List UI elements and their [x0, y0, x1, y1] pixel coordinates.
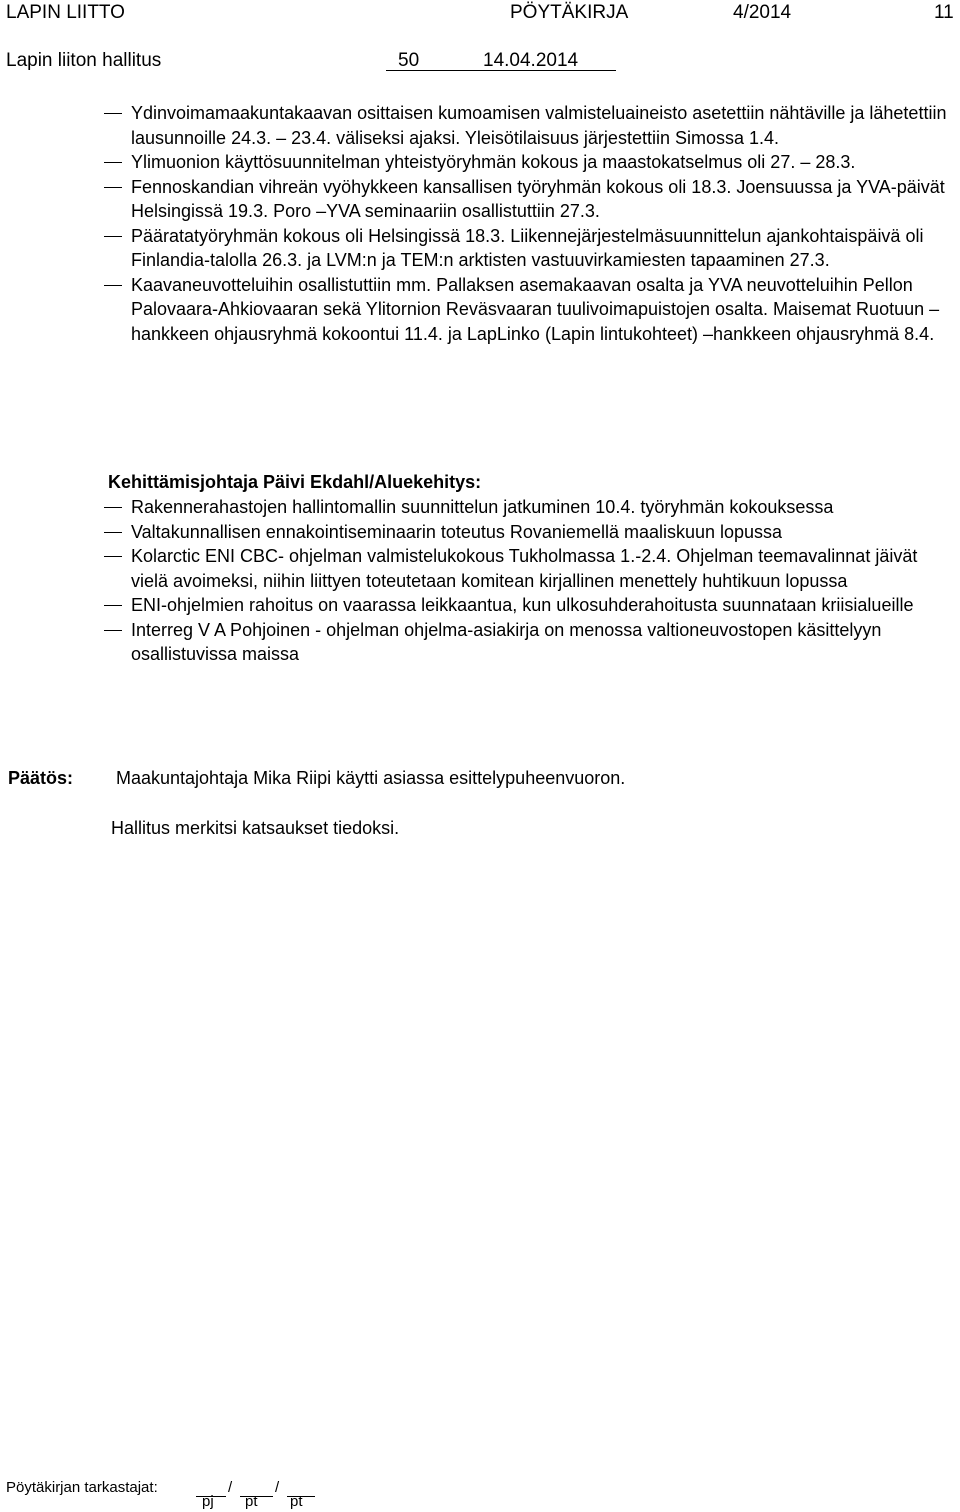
decision-text: Maakuntajohtaja Mika Riipi käytti asiassa esittelypuheenvuoron. — [116, 768, 626, 788]
list-item: ENI-ohjelmien rahoitus on vaarassa leikkaantua, kun ulkosuhderahoitusta suunnataan kriisialueille — [104, 593, 954, 618]
initial-label: pj — [202, 1493, 214, 1510]
dash-bullet-icon — [104, 556, 122, 557]
list-item: Valtakunnallisen ennakointiseminaarin toteutus Rovaniemellä maaliskuun lopussa — [104, 520, 954, 545]
list-item: Kaavaneuvotteluihin osallistuttiin mm. Pallaksen asemakaavan osalta ja YVA neuvotteluihin Pellon Palovaara-Ahkiovaaran sekä Ylitornion Reväsvaaran tuulivoimapuistojen osalta. Maisemat Ruotuun –hankkeen ohjausryhmä kokoontui 11.4. ja LapLinko (Lapin lintukohteet) –hankkeen ohjausryhmä 8.4. — [104, 273, 954, 347]
decision-label: Päätös: — [8, 768, 74, 788]
meeting-date: 14.04.2014 — [483, 50, 579, 71]
dash-bullet-icon — [104, 187, 122, 188]
dash-bullet-icon — [104, 532, 122, 533]
list-item: Kolarctic ENI CBC- ohjelman valmistelukokous Tukholmassa 1.-2.4. Ohjelman teemavalinnat jäivät vielä avoimeksi, niihin liittyen toteutetaan komitean kirjallinen menettely huhtikuun lopussa — [104, 544, 954, 593]
list-item: Fennoskandian vihreän vyöhykkeen kansallisen työryhmän kokous oli 18.3. Joensuussa ja YVA-päivät Helsingissä 19.3. Poro –YVA seminaariin osallistuttiin 27.3. — [104, 175, 954, 224]
dash-bullet-icon — [104, 162, 122, 163]
body-name: Lapin liiton hallitus — [6, 50, 162, 71]
list-item: Ydinvoimamaakuntakaavan osittaisen kumoamisen valmisteluaineisto asetettiin nähtäville ja lähetettiin lausunnoille 24.3. – 23.4. väliseksi ajaksi. Yleisötilaisuus järjestettiin Simossa 1.4. — [104, 101, 954, 150]
page-number: 11 — [934, 2, 954, 23]
decision-note: Hallitus merkitsi katsaukset tiedoksi. — [111, 818, 400, 838]
initial-label: pt — [290, 1493, 303, 1510]
activity-list — [104, 101, 954, 346]
dash-bullet-icon — [104, 605, 122, 606]
initial-label: pt — [245, 1493, 258, 1510]
list-item: Ylimuonion käyttösuunnitelman yhteistyöryhmän kokous ja maastokatselmus oli 27. – 28.3. — [104, 150, 954, 175]
list-item: Rakennerahastojen hallintomallin suunnittelun jatkuminen 10.4. työryhmän kokouksessa — [104, 495, 954, 520]
dash-bullet-icon — [104, 285, 122, 286]
slash: / — [275, 1479, 280, 1496]
org-name: LAPIN LIITTO — [6, 2, 125, 23]
slash: / — [228, 1479, 233, 1496]
dash-bullet-icon — [104, 236, 122, 237]
dash-bullet-icon — [104, 630, 122, 631]
section-heading: Kehittämisjohtaja Päivi Ekdahl/Aluekehitys: — [108, 472, 482, 492]
header-underline — [386, 70, 616, 71]
list-item: Interreg V A Pohjoinen - ohjelman ohjelma-asiakirja on menossa valtioneuvostopen käsittelyyn osallistuvissa maissa — [104, 618, 954, 667]
dash-bullet-icon — [104, 113, 122, 114]
doc-number: 4/2014 — [733, 2, 792, 23]
dash-bullet-icon — [104, 507, 122, 508]
doc-type: PÖYTÄKIRJA — [510, 2, 629, 23]
development-list — [104, 495, 954, 667]
reviewers-label: Pöytäkirjan tarkastajat: — [6, 1479, 158, 1496]
section-number: 50 — [398, 50, 420, 71]
list-item: Pääratatyöryhmän kokous oli Helsingissä 18.3. Liikennejärjestelmäsuunnittelun ajankohtaispäivä oli Finlandia-talolla 26.3. ja LVM:n ja TEM:n arktisten vastuuvirkamiesten tapaaminen 27.3. — [104, 224, 954, 273]
